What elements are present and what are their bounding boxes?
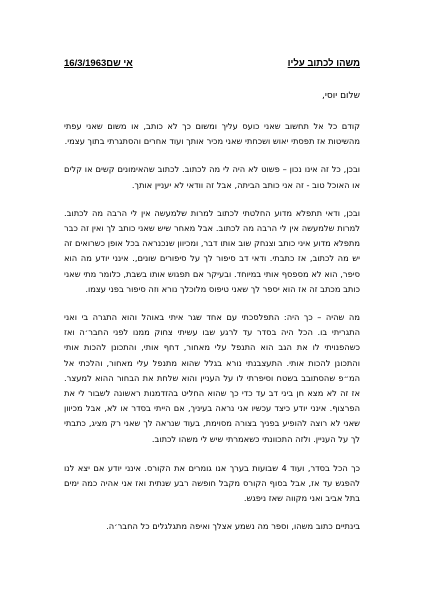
- place-label: אי שם: [106, 58, 133, 69]
- closing-line: בינתיים כתוב משהו, וספר מה נשמע אצלך ואיפה מתגלגלים כל החבר׳ה.: [106, 521, 360, 532]
- letter-header: [64, 58, 360, 69]
- date-line: [64, 58, 133, 69]
- paragraph-1: קודם כל אל תחשוב שאני כועס עליך ומשום כך לא כותב, או משום שאני עפתי מהשיטות אז תפסתי יאוש ושכחתי שאני מכיר אותך ועוד אחרים והסתגרתי בתוך עצמי.: [64, 121, 360, 147]
- paragraph-2: ובכן, כל זה אינו נכון – פשוט לא היה לי מה לכתוב. לכתוב שהאימונים קשים או קלים או האוכל טוב - זה אני כותב הביתה, אבל זה וודאי לא יעניין אותך.: [64, 164, 360, 190]
- paragraph-3: ובכן, ודאי תתפלא מדוע החלטתי לכתוב למרות שלמעשה אין לי הרבה מה לכתוב. למרות שלמעשה אין לי הרבה מה לכתוב. אבל מאחר שיש שאני כותב לך ואין זה כבר מתפלא מדוע איני כותב וצנחק שוב אותו דבר, ומכיוון שנכנראה בכל אופן כשרואים זה יש מה לכתוב, אז כתבתי. ודאי דב סיפור לך על סיפורים שונים,. אינני יודע מה הוא סיפר, הוא לא מספסף אותי במיוחד. ובעיקר אם תפגוש אותו בשבת, כלומר מתי שאני כותב מכתב זה אז הוא יספר לך שאני טיפוס מלוכלך נורא וזה סיפור בפני עצמו.: [64, 207, 360, 294]
- letter-date: 16/3/1963: [64, 58, 107, 69]
- paragraph-5: כך הכל בסדר, ועוד 4 שבועות בערך אנו גומרים את הקורס. אינני יודע אם יצא לנו להפגש עד אז, אבל בסוף הקורס מקבל חופשה רבע שנתית ואז אני אהיה כמה ימים בתל אביב ואני מקווה שאז ניפגש.: [64, 462, 361, 504]
- letter-title: משהו לכתוב עליו: [287, 58, 360, 69]
- salutation: שלום יוסי,: [322, 91, 360, 101]
- paragraph-4: מה שהיה – כך היה: התפלסכתי עם אחד שגר איתי באוהל והוא התגרה בי ואני התגריתי בו. הכל היה בסדר עד לרגע שבו עשיתי צחוק ממנו לפני החבר׳ה ואז כשהפנויתי לו את הגב הוא התנפל עלי מאחור, דחף אותי, והתכונן להכות אותי והתכונן להכות אותי. התעצבנתי נורא בגלל שהוא מתנפל עלי מאחור, והלכתי אל המ״פ שהסתובב בשטח וסיפרתי לו על העניין והוא שלחת את הבחור ההוא למעצר. אז זה לא מצא חן ביני דב עד כדי כך שהוא החליט בהזדמנות ראשונה לשבור לי את הפרצוף. אינני יודע כיצד עכשיו אני נראה בעיניך, אם הייתי בסדר או לא, אבל מכיוון שאני לא רוצה להופיע בפניך בצורה מסוימת, בעוד שנראה לך שאני רק מציג, כתבתי לך על העניין. ולזה התכוונתי כשאמרתי שיש לי משהו לכתוב.: [64, 312, 360, 444]
